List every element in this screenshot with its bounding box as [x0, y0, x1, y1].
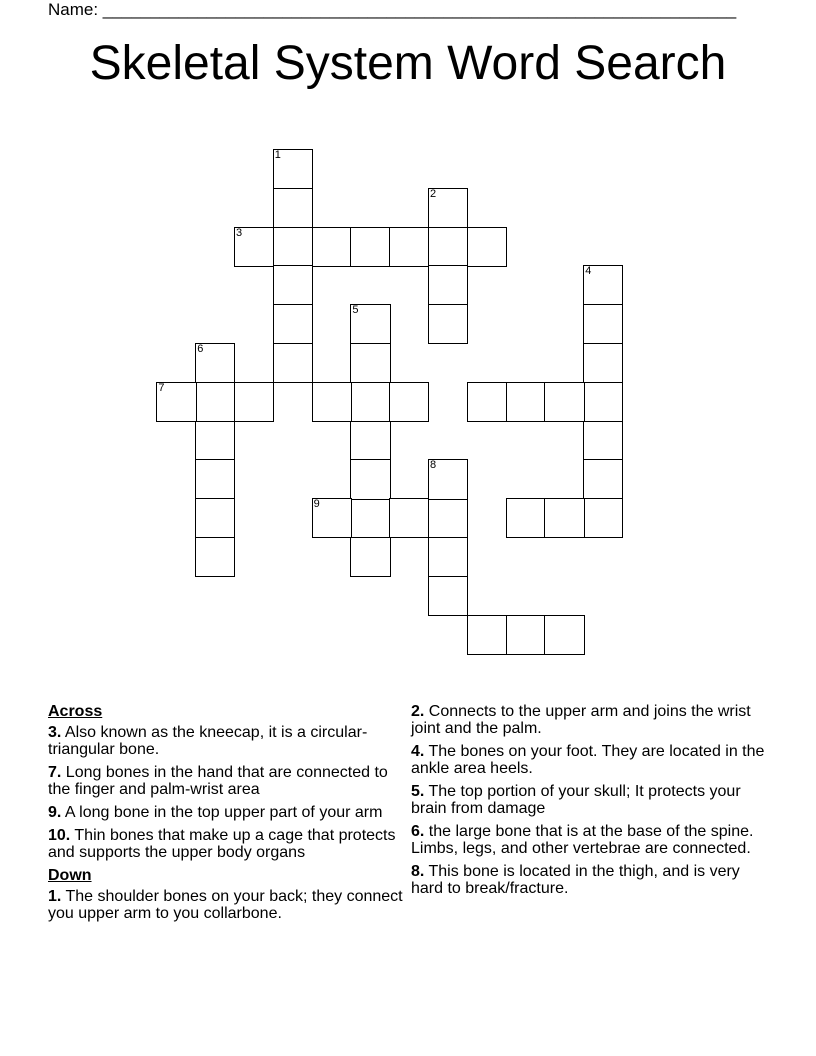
clue-text: the large bone that is at the base of the spine. Limbs, legs, and other vertebrae are connected.: [411, 823, 754, 857]
grid-cell[interactable]: [583, 421, 623, 461]
clue-number: 2.: [411, 703, 425, 720]
grid-cell[interactable]: [583, 343, 623, 383]
grid-cell[interactable]: [389, 382, 429, 422]
clue-text: The shoulder bones on your back; they connect you upper arm to you collarbone.: [48, 888, 403, 922]
cell-number: 2: [430, 187, 437, 200]
clue-text: This bone is located in the thigh, and is very hard to break/fracture.: [411, 863, 740, 897]
clue-down-2: [411, 703, 766, 737]
cell-number: 1: [274, 149, 281, 161]
grid-cell[interactable]: [506, 498, 546, 538]
clue-number: 10.: [48, 827, 71, 844]
clue-number: 9.: [48, 804, 62, 821]
cell-number: 3: [236, 226, 243, 239]
grid-cell[interactable]: [273, 188, 313, 228]
grid-cell[interactable]: [195, 498, 235, 538]
clues-right-column: [411, 703, 766, 903]
clue-text: The top portion of your skull; It protects your brain from damage: [411, 783, 741, 817]
grid-cell[interactable]: [583, 382, 623, 422]
grid-cell[interactable]: [428, 188, 468, 228]
clue-text: Long bones in the hand that are connected to the finger and palm-wrist area: [48, 764, 388, 798]
clues-left-column: [48, 703, 403, 928]
clue-number: 6.: [411, 823, 425, 840]
grid-cell[interactable]: [273, 304, 313, 344]
grid-cell[interactable]: [195, 343, 235, 383]
clue-across-9: [48, 804, 403, 821]
grid-cell[interactable]: [156, 382, 196, 422]
grid-cell[interactable]: [544, 382, 584, 422]
clue-text: Connects to the upper arm and joins the wrist joint and the palm.: [411, 703, 751, 737]
grid-cell[interactable]: [234, 227, 274, 267]
grid-cell[interactable]: [506, 382, 546, 422]
grid-cell[interactable]: [389, 227, 429, 267]
grid-cell[interactable]: [467, 227, 507, 267]
cell-number: 7: [158, 381, 165, 394]
grid-cell[interactable]: [350, 537, 390, 577]
grid-cell[interactable]: [350, 459, 390, 499]
clue-number: 8.: [411, 863, 425, 880]
grid-cell[interactable]: [467, 615, 507, 655]
grid-cell[interactable]: [273, 227, 313, 267]
cell-number: 8: [430, 459, 437, 472]
clue-down-8: [411, 863, 766, 897]
grid-cell[interactable]: [544, 498, 584, 538]
name-line[interactable]: Name: ___________________________________________________________________: [48, 0, 737, 19]
grid-cell[interactable]: [350, 304, 390, 344]
clue-text: Also known as the kneecap, it is a circular-triangular bone.: [48, 724, 368, 758]
cell-number: 5: [352, 304, 359, 317]
clue-down-4: [411, 743, 766, 777]
grid-cell[interactable]: [583, 304, 623, 344]
grid-cell[interactable]: [350, 343, 390, 383]
clue-number: 4.: [411, 743, 425, 760]
clue-down-1: [48, 888, 403, 922]
grid-cell[interactable]: [273, 149, 313, 189]
grid-cell[interactable]: [273, 265, 313, 305]
grid-cell[interactable]: [273, 343, 313, 383]
clue-down-5: [411, 783, 766, 817]
clue-across-3: [48, 724, 403, 758]
grid-cell[interactable]: [428, 459, 468, 499]
grid-cell[interactable]: [195, 459, 235, 499]
grid-cell[interactable]: [195, 421, 235, 461]
grid-cell[interactable]: [389, 498, 429, 538]
grid-cell[interactable]: [312, 498, 352, 538]
clue-text: A long bone in the top upper part of your arm: [64, 804, 383, 821]
clue-down-6: [411, 823, 766, 857]
across-heading: Across: [48, 703, 103, 720]
grid-cell[interactable]: [506, 615, 546, 655]
grid-cell[interactable]: [312, 382, 352, 422]
grid-cell[interactable]: [428, 498, 468, 538]
grid-cell[interactable]: [195, 537, 235, 577]
grid-cell[interactable]: [350, 421, 390, 461]
grid-cell[interactable]: [350, 227, 390, 267]
clue-number: 1.: [48, 888, 62, 905]
clue-across-10: [48, 827, 403, 861]
cell-number: 6: [197, 343, 204, 355]
clue-text: Thin bones that make up a cage that protects and supports the upper body organs: [48, 827, 396, 861]
grid-cell[interactable]: [428, 227, 468, 267]
clue-text: The bones on your foot. They are located in the ankle area heels.: [411, 743, 765, 777]
cell-number: 9: [313, 498, 320, 511]
down-heading: Down: [48, 867, 92, 884]
grid-cell[interactable]: [583, 498, 623, 538]
grid-cell[interactable]: [583, 459, 623, 499]
cell-number: 4: [585, 265, 592, 278]
grid-cell[interactable]: [428, 265, 468, 305]
clue-number: 7.: [48, 764, 62, 781]
clue-across-7: [48, 764, 403, 798]
page-title: Skeletal System Word Search: [89, 37, 727, 90]
grid-cell[interactable]: [544, 615, 584, 655]
clue-number: 5.: [411, 783, 425, 800]
grid-cell[interactable]: [583, 265, 623, 305]
grid-cell[interactable]: [428, 304, 468, 344]
grid-cell[interactable]: [428, 576, 468, 616]
grid-cell[interactable]: [467, 382, 507, 422]
grid-cell[interactable]: [312, 227, 352, 267]
grid-cell[interactable]: [428, 537, 468, 577]
clue-number: 3.: [48, 724, 62, 741]
grid-cell[interactable]: [234, 382, 274, 422]
